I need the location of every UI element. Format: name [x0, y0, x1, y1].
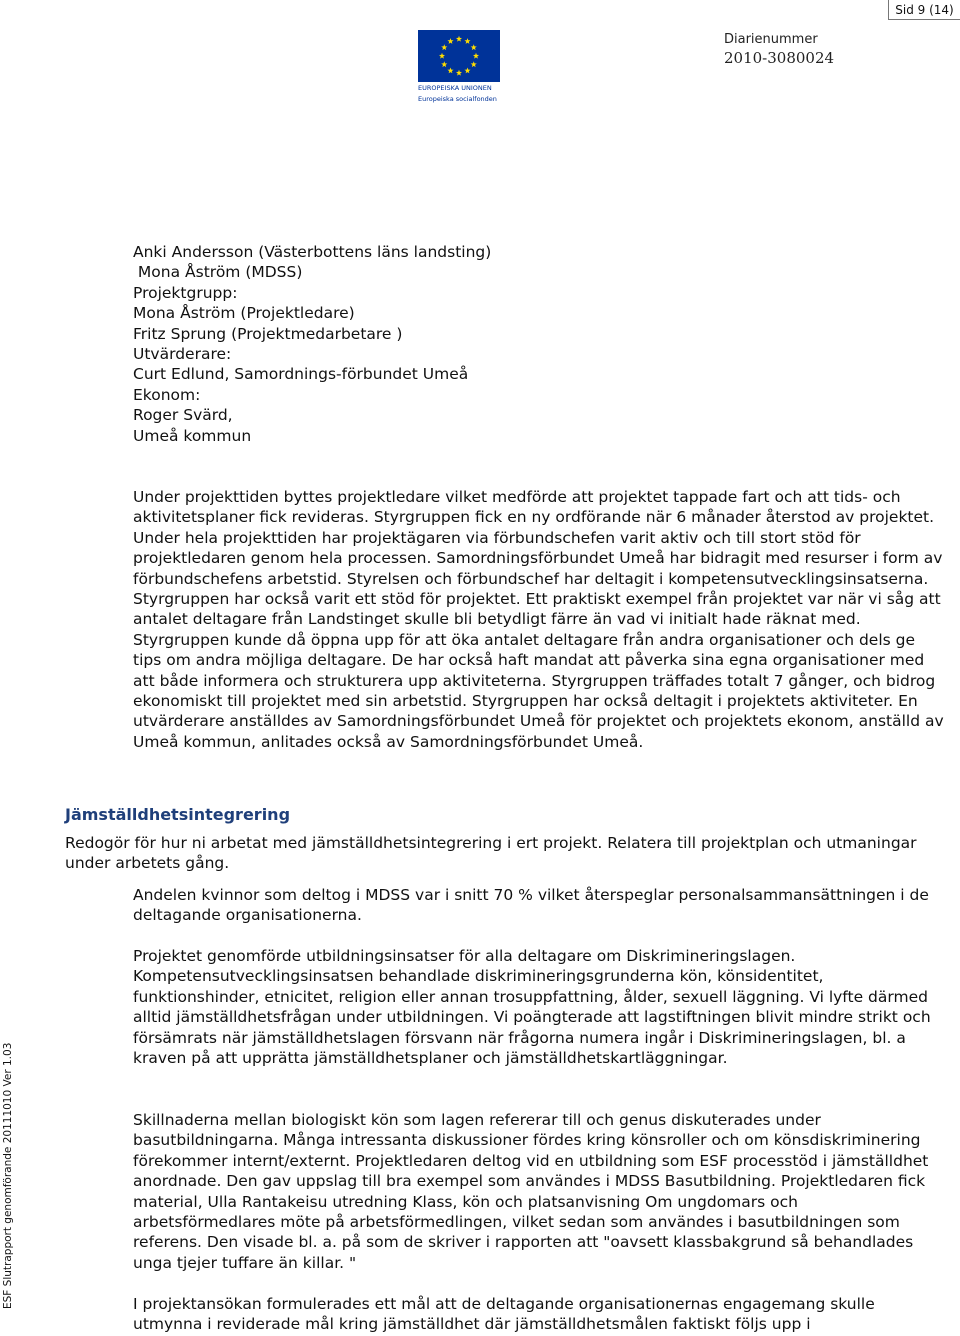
page-number: Sid 9 (14): [888, 0, 960, 20]
logo-text-fund: Europeiska socialfonden: [418, 94, 497, 103]
names-line: Anki Andersson (Västerbottens läns landsting): [133, 243, 492, 261]
paragraph-discrimination-training: Projektet genomförde utbildningsinsatser för alla deltagare om Diskrimineringslagen. Kompetensutvecklingsinsatsen behandlade diskrimineringsgrunderna kön, könsidentitet, funktionshinder, etnicitet, religion eller annan trosuppfattning, ålder, sexuell läggning. Vi lyfte därmed alltid jämställdhetsfrågan under utbildningen. Vi poängterade att lagstiftningen blivit mindre strikt och försämrats när jämställdhetslagen försvann när frågorna numera ingår i Diskrimineringslagen, bl. a kraven på att upprätta jämställdhetsplaner och jämställdhetskartläggningar.: [133, 947, 931, 1068]
names-line: Umeå kommun: [133, 426, 252, 445]
paragraph-steering-group: Under projekttiden byttes projektledare vilket medförde att projektet tappade fart och att tids- och aktivitetsplaner fick revideras. Styrgruppen fick en ny ordförande när 6 månader återstod av projektet. Under hela projekttiden har projektägaren via förbundschefen varit aktiv och till stort stöd för projektledaren genom hela processen. Samordningsförbundet Umeå har bidragit med resurser i form av förbundschefens arbetstid. Styrelsen och förbundschef har deltagit i kompetensutvecklingsinsatserna. Styrgruppen har också varit ett stöd för projektet. Ett praktiskt exempel från projektet var när vi såg att antalet deltagare från Landstinget skulle bli betydligt färre än vad vi initialt hade räknat med. Styrgruppen kunde då öppna upp för att öka antalet deltagare från andra organisationer och dels ge tips om andra möjliga deltagare. De har också haft mandat att påverka sina egna organisationer med att både informera och strukturera upp aktiviteterna. Styrgruppen träffades totalt 7 gånger, och bidrog ekonomiskt till projektet med sin arbetstid. Styrgruppen har också deltagit i projektets aktiviteter. En utvärderare anställdes av Samordningsförbundet Umeå för projektet och projektets ekonom, anställd av Umeå kommun, anlitades också av Samordningsförbundet Umeå.: [133, 488, 944, 751]
diarie-number: 2010-3080024: [724, 49, 835, 67]
paragraph-share-women: Andelen kvinnor som deltog i MDSS var i snitt 70 % vilket återspeglar personalsammansättningen i de deltagande organisationerna.: [133, 886, 929, 925]
names-line: Roger Svärd,: [133, 406, 233, 425]
eu-logo: [418, 30, 500, 103]
paragraph-project-goals: I projektansökan formulerades ett mål att de deltagande organisationernas engagemang skulle utmynna i reviderade mål kring jämställdhet där jämställdhetsmålen faktiskt följs upp i: [133, 1295, 875, 1334]
eu-flag-icon: [418, 30, 500, 82]
paragraph-gender-discussion: Skillnaderna mellan biologiskt kön som lagen refererar till och genus diskuterades under basutbildningarna. Många intressanta diskussioner fördes kring könsroller och om könsdiskriminering förekommer internt/externt. Projektledaren deltog vid en utbildning som ESF processtöd i jämställdhet anordnade. Den gav uppslag till bra exempel som användes i MDSS Basutbildning. Projektledaren fick material, Ulla Rantakeisu utredning Klass, kön och platsanvisning Om ungdomars och arbetsförmedlares möte på arbetsförmedlingen, vilket sedan som användes i basutbildningen som referens. Den visade bl. a. på som de skriver i rapporten att "oavsett klassbakgrund så behandlades unga tjejer tuffare än killar. ": [133, 1111, 929, 1272]
names-line: Curt Edlund, Samordnings-förbundet Umeå: [133, 365, 469, 384]
names-line: Mona Åström (Projektledare): [133, 304, 355, 323]
names-line: Utvärderare:: [133, 345, 232, 364]
names-line: Projektgrupp:: [133, 283, 238, 302]
names-line: Ekonom:: [133, 385, 201, 404]
section-heading: Jämställdhetsintegrering: [65, 805, 291, 824]
logo-text-union: EUROPEISKA UNIONEN: [418, 84, 492, 92]
names-list: [133, 242, 693, 446]
names-line: Fritz Sprung (Projektmedarbetare ): [133, 324, 403, 343]
section-prompt: Redogör för hur ni arbetat med jämställdhetsintegrering i ert projekt. Relatera till projektplan och utmaningar under arbetets gång.: [65, 834, 917, 873]
side-label: ESF Slutrapport genomförande 20111010 Ver 1.03: [2, 1042, 14, 1309]
diarie-block: [724, 32, 834, 68]
diarie-label: Diarienummer: [724, 32, 818, 47]
names-line: Mona Åström (MDSS): [133, 263, 303, 282]
